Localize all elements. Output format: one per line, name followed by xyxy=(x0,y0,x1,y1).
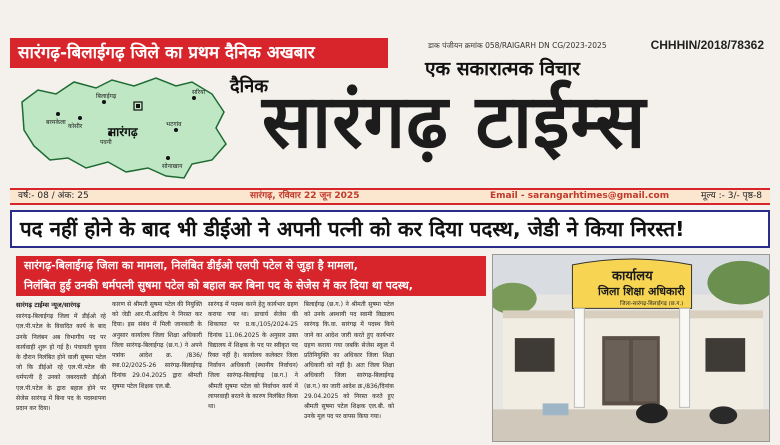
office-sign-title: कार्यालय xyxy=(612,269,653,284)
issue-number: वर्ष:- 08 / अंक: 25 xyxy=(18,191,89,201)
district-map xyxy=(16,72,232,184)
office-sign-address: जिला-सारंगढ़-बिलाईगढ़ (छ.ग.) xyxy=(620,301,684,307)
article-column xyxy=(112,300,202,442)
issue-date: सारंगढ़, रविवार 22 जून 2025 xyxy=(250,191,360,201)
issue-info-bar xyxy=(10,188,770,205)
map-place-label: सोनाखान xyxy=(162,163,183,170)
office-sign-name: जिला शिक्षा अधिकारी xyxy=(598,285,685,298)
price-pages: मूल्य :- 3/- पृष्ठ-8 xyxy=(701,191,762,201)
newspaper-tagline: सारंगढ़-बिलाईगढ़ जिले का प्रथम दैनिक अखबार xyxy=(10,38,388,68)
newspaper-slogan: एक सकारात्मक विचार xyxy=(425,58,580,80)
main-headline: पद नहीं होने के बाद भी डीईओ ने अपनी पत्नी को कर दिया पदस्थ, जेडी ने किया निरस्त! xyxy=(10,210,770,248)
article-column xyxy=(16,300,106,442)
sub-headline-line: सारंगढ़-बिलाईगढ़ जिला का मामला, निलंबित डीईओ एलपी पटेल से जुड़ा है मामला, xyxy=(24,259,358,272)
article-text: बिलाईगढ़ (छ.ग.) ने श्रीमती सुषमा पटेल को उनके अस्थायी पद स्वामी विद्यालय सारंगढ़ कि.वा. सारंगढ़ में पदस्थ किये जाने का आदेश जारी करते हुए कार्यभार ग्रहण कराया गया जबकि सेजेस स्कूल में प्रतिनियुक्ति का अधिकार जिला शिक्षा अधिकारी को नहीं है। अतः जिला शिक्षा अधिकारी जिला सारंगढ़-बिलाईगढ़ (छ.ग.) का जारी आदेश क्र./836/दिनांक 29.04.2025 को निरस्त करते हुए श्रीमती सुषमा पटेल शिक्षक एल.बी. को उनके मूल पद पर वापस किया गया। xyxy=(304,301,394,421)
article-text: कारण से श्रीमती सुषमा पटेल की नियुक्ति को जेडी आर.पी.आदित्य ने निरस्त कर दिया। इस संबंध में मिली जानकारी के अनुसार कार्यालय जिला शिक्षा अधिकारी जिला सारंगढ़-बिलाईगढ़ (छ.ग.) ने अपने पत्रांक आदेश क्र. /836/स्था.02/2025-26 सारंगढ़-बिलाईगढ़ दिनांक 29.04.2025 द्वारा श्रीमती सुषमा पटेल शिक्षक एल.बी. xyxy=(112,301,202,390)
sub-headline xyxy=(16,256,486,296)
article-column xyxy=(304,300,394,442)
map-place-label: बरमकेला xyxy=(46,119,66,126)
map-place-label: भटगांव xyxy=(166,121,182,128)
sub-headline-line: निलंबित हुई उनकी धर्मपत्नी सुषमा पटेल को बहाल कर बिना पद के सेजेस में कर दिया था पदस्थ, xyxy=(24,279,413,292)
map-place-label: पवनी xyxy=(100,139,112,146)
map-place-label: बिलाईगढ़ xyxy=(96,93,117,100)
daily-label: दैनिक xyxy=(230,76,269,97)
article-text: सारंगढ़-बिलाईगढ़ जिला में डीईओ रहे एल.पी.पटेल के विवादित कार्य के बाद उनके निलंबन अब विभागीय पद पर कार्यवाही शुरू हो गई है। पंचायती चुनाव के दौरान निलंबित होने वाली सुषमा पटेल जो कि डीईओ रहे एल.पी.पटेल की धर्मपत्नी है उनको जबरदस्ती डीईओ एल.पी.पटेल के द्वारा बहाल होने पर सेजेस सारंगढ़ में बिना पद के पदस्थापना प्रदान कर दिया। xyxy=(16,313,106,413)
map-place-label: सरिया xyxy=(192,89,206,96)
contact-email: Email - sarangarhtimes@gmail.com xyxy=(490,191,670,201)
postal-registration: डाक पंजीयन क्रमांक 058/RAIGARH DN CG/2023-2025 xyxy=(428,41,607,50)
article-byline: सारंगढ़ टाईम्स न्यूज/सारंगढ़ xyxy=(16,301,81,309)
rni-number: CHHHIN/2018/78362 xyxy=(650,38,764,52)
map-center-city: सारंगढ़ xyxy=(108,125,138,139)
map-place-label: कोसीर xyxy=(68,123,83,130)
article-body xyxy=(16,300,490,442)
newspaper-name: सारंगढ़ टाईम्स xyxy=(262,79,647,165)
article-text: सारंगढ़ में पदस्थ करने हेतु कार्यभार ग्रहण कराया गया था। प्राचार्य सेजेस की शिकायत पर प्र.क./105/2024-25 दिनांक 11.06.2025 के अनुसार उक्त विद्यालय में शिक्षक के पद पर स्वीकृत पद रिक्त नहीं है। कार्यालय कलेक्टर जिला निर्वाचन अधिकारी (स्थानीय निर्वाचन) जिला सारंगढ़-बिलाईगढ़ (छ.ग.) ने श्रीमती सुषमा पटेल को निर्वाचन कार्य में लापरवाही बरतने के कारण निलंबित किया था। xyxy=(208,301,298,411)
article-column xyxy=(208,300,298,442)
